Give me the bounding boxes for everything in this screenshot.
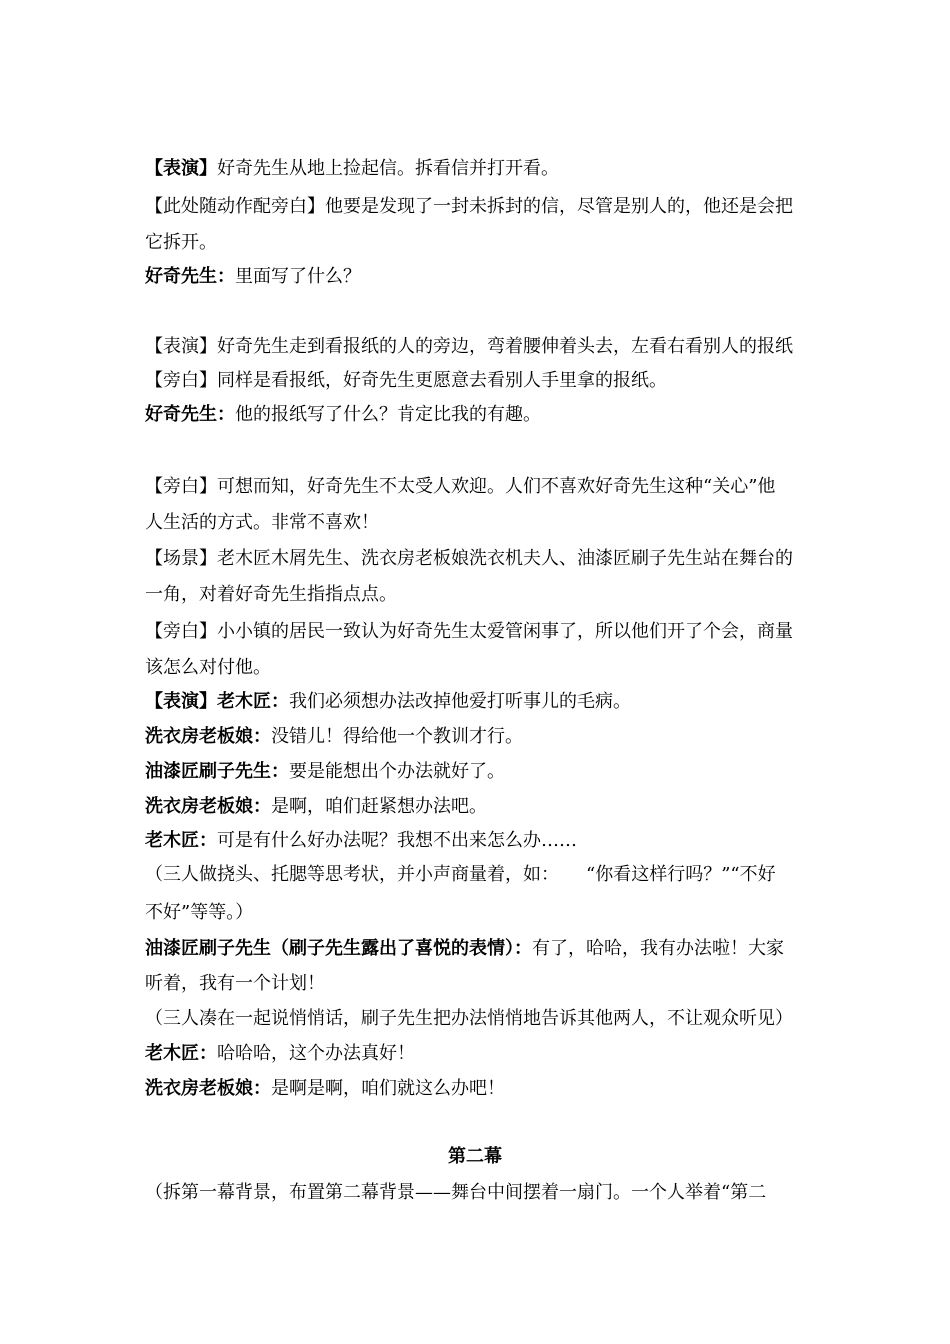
act-title: 第二幕 [448, 1146, 502, 1167]
dialogue-line [145, 1042, 415, 1066]
dialogue-line [145, 760, 505, 784]
dialogue-line [145, 1077, 505, 1101]
direction-tag: 【表演】 [145, 691, 217, 712]
stage-direction-line [145, 335, 793, 359]
dialogue-line [145, 829, 577, 853]
line-text: 好奇先生从地上捡起信。拆看信并打开看。 [217, 158, 559, 179]
dialogue-line [145, 265, 361, 289]
speaker-name: 老木匠： [145, 830, 217, 851]
speaker-name: 好奇先生： [145, 404, 235, 425]
dialogue-line [145, 795, 487, 819]
stage-direction-line [145, 901, 253, 925]
speaker-name: 洗衣房老板娘： [145, 796, 271, 817]
speaker-name: 老木匠： [217, 691, 289, 712]
narration-line [145, 369, 667, 393]
line-text: 哈哈哈，这个办法真好！ [217, 1043, 415, 1064]
narration-line [145, 656, 271, 680]
line-text: 【旁白】小小镇的居民一致认为好奇先生太爱管闲事了，所以他们开了个会，商量 [145, 621, 793, 642]
line-text: 【旁白】同样是看报纸，好奇先生更愿意去看别人手里拿的报纸。 [145, 370, 667, 391]
scene-line [145, 583, 397, 607]
speaker-name: 好奇先生： [145, 266, 235, 287]
stage-direction-line [145, 1181, 766, 1205]
line-text: 【此处随动作配旁白】他要是发现了一封未拆封的信，尽管是别人的，他还是会把 [145, 196, 793, 217]
narration-line [145, 511, 379, 535]
line-text: （拆第一幕背景，布置第二幕背景——舞台中间摆着一扇门。一个人举着“第二 [145, 1182, 767, 1203]
narration-line [145, 195, 793, 219]
narration-line [145, 620, 793, 644]
line-text: 一角，对着好奇先生指指点点。 [145, 584, 397, 605]
dialogue-line [145, 972, 325, 996]
narration-line [145, 231, 217, 255]
line-text: 有了，哈哈，我有办法啦！大家 [532, 938, 784, 959]
line-text: 里面写了什么？ [235, 266, 361, 287]
narration-line [145, 475, 775, 499]
line-text: 该怎么对付他。 [145, 657, 271, 678]
speaker-name: 老木匠： [145, 1043, 217, 1064]
line-text: 我们必须想办法改掉他爱打听事儿的毛病。 [289, 691, 631, 712]
line-text: 是啊，咱们赶紧想办法吧。 [271, 796, 487, 817]
line-text: 人生活的方式。非常不喜欢！ [145, 512, 379, 533]
line-text: 听着，我有一个计划！ [145, 973, 325, 994]
line-text: 他的报纸写了什么？肯定比我的有趣。 [235, 404, 541, 425]
line-text: 它拆开。 [145, 232, 217, 253]
line-text: 【场景】老木匠木屑先生、洗衣房老板娘洗衣机夫人、油漆匠刷子先生站在舞台的 [145, 548, 793, 569]
stage-direction-line [145, 1007, 793, 1031]
dialogue-line [145, 937, 784, 961]
line-text: 可是有什么好办法呢？我想不出来怎么办…… [217, 830, 577, 851]
direction-tag: 【表演】 [145, 158, 217, 179]
line-text: 是啊是啊，咱们就这么办吧！ [271, 1078, 505, 1099]
line-text: 【旁白】可想而知，好奇先生不太受人欢迎。人们不喜欢好奇先生这种“关心”他 [145, 476, 776, 497]
stage-direction-line [145, 863, 776, 887]
line-text: 【表演】好奇先生走到看报纸的人的旁边，弯着腰伸着头去，左看右看别人的报纸 [145, 336, 793, 357]
line-text: 没错儿！得给他一个教训才行。 [271, 726, 523, 747]
speaker-name: 洗衣房老板娘： [145, 1078, 271, 1099]
scene-line [145, 547, 793, 571]
line-text: 不好”等等。） [145, 902, 254, 923]
speaker-name: 油漆匠刷子先生： [145, 761, 289, 782]
dialogue-line [145, 403, 541, 427]
stage-direction-line [145, 157, 559, 181]
line-text: （三人做挠头、托腮等思考状，并小声商量着，如： “你看这样行吗？”“不好 [145, 864, 776, 885]
line-text: （三人凑在一起说悄悄话，刷子先生把办法悄悄地告诉其他两人，不让观众听见） [145, 1008, 793, 1029]
dialogue-line [145, 725, 523, 749]
line-text: 要是能想出个办法就好了。 [289, 761, 505, 782]
dialogue-line [145, 690, 631, 714]
speaker-name: 油漆匠刷子先生（刷子先生露出了喜悦的表情）： [145, 938, 532, 959]
speaker-name: 洗衣房老板娘： [145, 726, 271, 747]
